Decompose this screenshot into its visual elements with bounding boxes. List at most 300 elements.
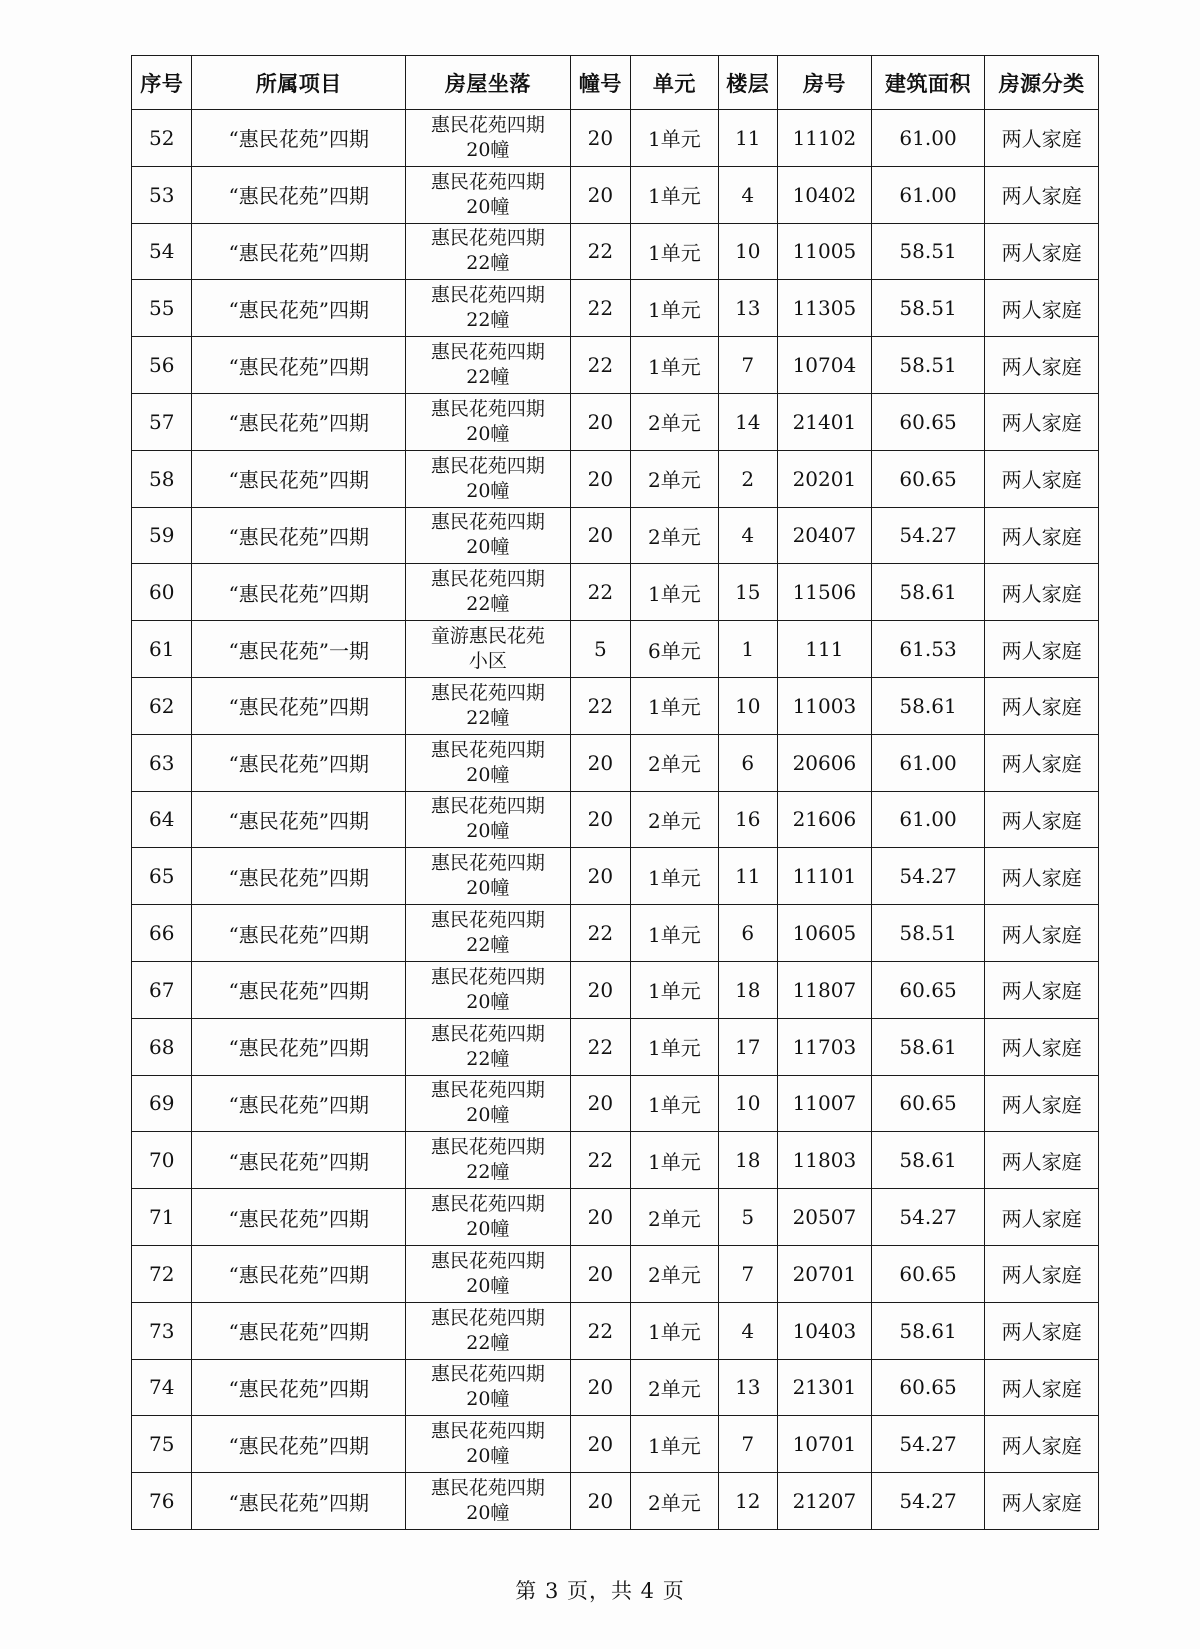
- cell-category: 两人家庭: [985, 677, 1099, 734]
- cell-location: [406, 393, 571, 450]
- header-area: 建筑面积: [871, 56, 985, 110]
- cell-seq: 55: [132, 280, 192, 337]
- table-header-row: [132, 56, 1099, 110]
- table-row: [132, 1245, 1099, 1302]
- cell-room: 21301: [777, 1359, 871, 1416]
- cell-category: 两人家庭: [985, 961, 1099, 1018]
- location-line: 惠民花苑四期: [430, 397, 545, 420]
- table-row: [132, 393, 1099, 450]
- cell-project: “惠民花苑”四期: [192, 734, 406, 791]
- cell-project: “惠民花苑”四期: [192, 1302, 406, 1359]
- cell-location: [406, 110, 571, 167]
- table-row: [132, 1302, 1099, 1359]
- cell-floor: 16: [718, 791, 777, 848]
- cell-seq: 53: [132, 166, 192, 223]
- location-line: 惠民花苑四期: [430, 965, 545, 988]
- cell-building: 20: [570, 450, 630, 507]
- table-row: [132, 1018, 1099, 1075]
- cell-unit: 1单元: [631, 677, 719, 734]
- cell-area: 58.51: [871, 280, 985, 337]
- location-line: 惠民花苑四期: [430, 284, 545, 307]
- cell-room: 11007: [777, 1075, 871, 1132]
- table-row: [132, 1473, 1099, 1530]
- location-line: 小区: [468, 650, 507, 673]
- cell-location: [406, 1473, 571, 1530]
- cell-category: 两人家庭: [985, 1132, 1099, 1189]
- header-unit: 单元: [631, 56, 719, 110]
- cell-project: “惠民花苑”四期: [192, 110, 406, 167]
- cell-floor: 6: [718, 734, 777, 791]
- cell-category: 两人家庭: [985, 450, 1099, 507]
- location-line: 20幢: [466, 820, 510, 843]
- cell-category: 两人家庭: [985, 1416, 1099, 1473]
- cell-building: 22: [570, 905, 630, 962]
- cell-room: 11102: [777, 110, 871, 167]
- location-line: 惠民花苑四期: [430, 1306, 545, 1329]
- cell-project: “惠民花苑”四期: [192, 223, 406, 280]
- housing-allocation-table: [131, 55, 1099, 1530]
- cell-room: 11703: [777, 1018, 871, 1075]
- cell-building: 20: [570, 110, 630, 167]
- location-line: 20幢: [466, 1445, 510, 1468]
- cell-location: [406, 564, 571, 621]
- cell-unit: 6单元: [631, 621, 719, 678]
- cell-area: 60.65: [871, 1359, 985, 1416]
- cell-floor: 5: [718, 1189, 777, 1246]
- location-line: 惠民花苑四期: [430, 227, 545, 250]
- location-line: 20幢: [466, 1104, 510, 1127]
- cell-seq: 65: [132, 848, 192, 905]
- cell-category: 两人家庭: [985, 1302, 1099, 1359]
- header-location: 房屋坐落: [406, 56, 571, 110]
- table-row: [132, 1359, 1099, 1416]
- cell-room: 10701: [777, 1416, 871, 1473]
- location-line: 20幢: [466, 990, 510, 1013]
- cell-building: 20: [570, 166, 630, 223]
- cell-project: “惠民花苑”四期: [192, 1075, 406, 1132]
- cell-project: “惠民花苑”四期: [192, 1359, 406, 1416]
- location-line: 22幢: [466, 309, 510, 332]
- location-line: 惠民花苑四期: [430, 681, 545, 704]
- cell-unit: 1单元: [631, 1018, 719, 1075]
- cell-building: 20: [570, 1416, 630, 1473]
- cell-project: “惠民花苑”四期: [192, 393, 406, 450]
- cell-floor: 4: [718, 166, 777, 223]
- cell-unit: 2单元: [631, 507, 719, 564]
- cell-seq: 58: [132, 450, 192, 507]
- cell-building: 22: [570, 1018, 630, 1075]
- table-row: [132, 621, 1099, 678]
- cell-seq: 70: [132, 1132, 192, 1189]
- table-row: [132, 791, 1099, 848]
- cell-room: 20606: [777, 734, 871, 791]
- cell-room: 11305: [777, 280, 871, 337]
- cell-room: 111: [777, 621, 871, 678]
- cell-seq: 59: [132, 507, 192, 564]
- cell-building: 20: [570, 1359, 630, 1416]
- cell-floor: 12: [718, 1473, 777, 1530]
- cell-project: “惠民花苑”四期: [192, 1245, 406, 1302]
- cell-seq: 54: [132, 223, 192, 280]
- location-line: 惠民花苑四期: [430, 170, 545, 193]
- cell-building: 20: [570, 1473, 630, 1530]
- cell-room: 11005: [777, 223, 871, 280]
- cell-unit: 2单元: [631, 1359, 719, 1416]
- cell-location: [406, 791, 571, 848]
- cell-project: “惠民花苑”四期: [192, 677, 406, 734]
- cell-area: 60.65: [871, 1245, 985, 1302]
- cell-floor: 15: [718, 564, 777, 621]
- cell-unit: 1单元: [631, 166, 719, 223]
- cell-category: 两人家庭: [985, 1189, 1099, 1246]
- cell-floor: 7: [718, 1416, 777, 1473]
- cell-category: 两人家庭: [985, 507, 1099, 564]
- cell-building: 20: [570, 507, 630, 564]
- cell-floor: 13: [718, 1359, 777, 1416]
- cell-location: [406, 337, 571, 394]
- cell-area: 61.00: [871, 110, 985, 167]
- cell-building: 22: [570, 564, 630, 621]
- cell-building: 22: [570, 337, 630, 394]
- cell-location: [406, 1416, 571, 1473]
- cell-unit: 1单元: [631, 1075, 719, 1132]
- cell-area: 60.65: [871, 1075, 985, 1132]
- cell-location: [406, 848, 571, 905]
- location-line: 20幢: [466, 1274, 510, 1297]
- cell-category: 两人家庭: [985, 564, 1099, 621]
- page-footer: 第 3 页，共 4 页: [515, 1579, 685, 1603]
- cell-area: 60.65: [871, 450, 985, 507]
- cell-floor: 1: [718, 621, 777, 678]
- table-row: [132, 734, 1099, 791]
- table-row: [132, 1132, 1099, 1189]
- location-line: 惠民花苑四期: [430, 1420, 545, 1443]
- cell-category: 两人家庭: [985, 1473, 1099, 1530]
- location-line: 惠民花苑四期: [430, 1136, 545, 1159]
- cell-seq: 56: [132, 337, 192, 394]
- cell-area: 61.53: [871, 621, 985, 678]
- cell-floor: 13: [718, 280, 777, 337]
- cell-unit: 1单元: [631, 1132, 719, 1189]
- cell-area: 58.61: [871, 564, 985, 621]
- location-line: 惠民花苑四期: [430, 1363, 545, 1386]
- cell-building: 20: [570, 1189, 630, 1246]
- cell-building: 22: [570, 1132, 630, 1189]
- cell-category: 两人家庭: [985, 280, 1099, 337]
- location-line: 惠民花苑四期: [430, 1249, 545, 1272]
- cell-room: 10704: [777, 337, 871, 394]
- cell-unit: 2单元: [631, 1473, 719, 1530]
- table-row: [132, 280, 1099, 337]
- cell-unit: 1单元: [631, 1302, 719, 1359]
- cell-project: “惠民花苑”四期: [192, 791, 406, 848]
- cell-unit: 1单元: [631, 961, 719, 1018]
- location-line: 22幢: [466, 593, 510, 616]
- cell-unit: 1单元: [631, 280, 719, 337]
- cell-location: [406, 166, 571, 223]
- cell-unit: 2单元: [631, 450, 719, 507]
- table-row: [132, 337, 1099, 394]
- cell-unit: 2单元: [631, 734, 719, 791]
- cell-room: 21606: [777, 791, 871, 848]
- cell-room: 20201: [777, 450, 871, 507]
- table-row: [132, 507, 1099, 564]
- cell-unit: 1单元: [631, 848, 719, 905]
- cell-project: “惠民花苑”四期: [192, 1132, 406, 1189]
- cell-area: 61.00: [871, 166, 985, 223]
- cell-floor: 11: [718, 110, 777, 167]
- location-line: 惠民花苑四期: [430, 1022, 545, 1045]
- location-line: 20幢: [466, 1218, 510, 1241]
- table-row: [132, 677, 1099, 734]
- cell-seq: 68: [132, 1018, 192, 1075]
- location-line: 惠民花苑四期: [430, 852, 545, 875]
- header-floor: 楼层: [718, 56, 777, 110]
- location-line: 童游惠民花苑: [430, 625, 545, 648]
- location-line: 20幢: [466, 422, 510, 445]
- cell-project: “惠民花苑”四期: [192, 1473, 406, 1530]
- cell-area: 61.00: [871, 734, 985, 791]
- cell-floor: 7: [718, 337, 777, 394]
- cell-seq: 76: [132, 1473, 192, 1530]
- location-line: 20幢: [466, 479, 510, 502]
- location-line: 20幢: [466, 763, 510, 786]
- cell-room: 10402: [777, 166, 871, 223]
- cell-room: 11803: [777, 1132, 871, 1189]
- cell-seq: 71: [132, 1189, 192, 1246]
- cell-project: “惠民花苑”四期: [192, 166, 406, 223]
- cell-unit: 2单元: [631, 1189, 719, 1246]
- cell-project: “惠民花苑”四期: [192, 507, 406, 564]
- header-building: 幢号: [570, 56, 630, 110]
- cell-area: 61.00: [871, 791, 985, 848]
- table-row: [132, 1416, 1099, 1473]
- location-line: 22幢: [466, 706, 510, 729]
- location-line: 22幢: [466, 1331, 510, 1354]
- location-line: 22幢: [466, 1047, 510, 1070]
- cell-unit: 1单元: [631, 337, 719, 394]
- location-line: 惠民花苑四期: [430, 795, 545, 818]
- cell-area: 54.27: [871, 1473, 985, 1530]
- table-row: [132, 223, 1099, 280]
- header-room: 房号: [777, 56, 871, 110]
- cell-floor: 2: [718, 450, 777, 507]
- table-row: [132, 905, 1099, 962]
- cell-location: [406, 734, 571, 791]
- location-line: 20幢: [466, 195, 510, 218]
- cell-floor: 7: [718, 1245, 777, 1302]
- table-row: [132, 564, 1099, 621]
- cell-project: “惠民花苑”四期: [192, 905, 406, 962]
- cell-project: “惠民花苑”四期: [192, 961, 406, 1018]
- cell-project: “惠民花苑”四期: [192, 1416, 406, 1473]
- cell-room: 20701: [777, 1245, 871, 1302]
- table-row: [132, 450, 1099, 507]
- cell-seq: 62: [132, 677, 192, 734]
- cell-area: 60.65: [871, 961, 985, 1018]
- cell-category: 两人家庭: [985, 223, 1099, 280]
- cell-location: [406, 961, 571, 1018]
- cell-location: [406, 507, 571, 564]
- location-line: 惠民花苑四期: [430, 1477, 545, 1500]
- cell-floor: 10: [718, 1075, 777, 1132]
- cell-project: “惠民花苑”四期: [192, 337, 406, 394]
- location-line: 20幢: [466, 877, 510, 900]
- cell-project: “惠民花苑”四期: [192, 1189, 406, 1246]
- cell-seq: 75: [132, 1416, 192, 1473]
- cell-category: 两人家庭: [985, 621, 1099, 678]
- cell-building: 20: [570, 1075, 630, 1132]
- cell-floor: 4: [718, 1302, 777, 1359]
- header-category: 房源分类: [985, 56, 1099, 110]
- cell-category: 两人家庭: [985, 393, 1099, 450]
- location-line: 20幢: [466, 1502, 510, 1525]
- cell-unit: 1单元: [631, 905, 719, 962]
- cell-location: [406, 621, 571, 678]
- location-line: 20幢: [466, 1388, 510, 1411]
- cell-location: [406, 280, 571, 337]
- cell-building: 22: [570, 223, 630, 280]
- cell-area: 58.61: [871, 1018, 985, 1075]
- cell-location: [406, 677, 571, 734]
- cell-building: 20: [570, 734, 630, 791]
- table-row: [132, 848, 1099, 905]
- table-row: [132, 110, 1099, 167]
- cell-location: [406, 1302, 571, 1359]
- cell-room: 20507: [777, 1189, 871, 1246]
- cell-unit: 1单元: [631, 223, 719, 280]
- location-line: 22幢: [466, 252, 510, 275]
- cell-floor: 10: [718, 223, 777, 280]
- location-line: 惠民花苑四期: [430, 1193, 545, 1216]
- cell-room: 11506: [777, 564, 871, 621]
- cell-project: “惠民花苑”四期: [192, 848, 406, 905]
- cell-building: 20: [570, 791, 630, 848]
- cell-building: 20: [570, 393, 630, 450]
- cell-floor: 11: [718, 848, 777, 905]
- location-line: 惠民花苑四期: [430, 113, 545, 136]
- cell-location: [406, 223, 571, 280]
- cell-room: 11807: [777, 961, 871, 1018]
- cell-project: “惠民花苑”四期: [192, 1018, 406, 1075]
- location-line: 惠民花苑四期: [430, 568, 545, 591]
- cell-floor: 14: [718, 393, 777, 450]
- cell-location: [406, 1132, 571, 1189]
- cell-seq: 60: [132, 564, 192, 621]
- cell-seq: 52: [132, 110, 192, 167]
- location-line: 惠民花苑四期: [430, 738, 545, 761]
- location-line: 22幢: [466, 366, 510, 389]
- cell-category: 两人家庭: [985, 1075, 1099, 1132]
- cell-category: 两人家庭: [985, 337, 1099, 394]
- cell-area: 54.27: [871, 1189, 985, 1246]
- cell-location: [406, 1359, 571, 1416]
- cell-area: 58.61: [871, 677, 985, 734]
- cell-unit: 2单元: [631, 1245, 719, 1302]
- cell-location: [406, 1245, 571, 1302]
- cell-room: 11003: [777, 677, 871, 734]
- location-line: 20幢: [466, 138, 510, 161]
- cell-unit: 1单元: [631, 1416, 719, 1473]
- cell-building: 20: [570, 1245, 630, 1302]
- header-seq: 序号: [132, 56, 192, 110]
- table-row: [132, 1075, 1099, 1132]
- cell-project: “惠民花苑”四期: [192, 450, 406, 507]
- cell-building: 22: [570, 677, 630, 734]
- cell-area: 58.51: [871, 223, 985, 280]
- cell-seq: 72: [132, 1245, 192, 1302]
- cell-location: [406, 1018, 571, 1075]
- cell-building: 20: [570, 961, 630, 1018]
- cell-seq: 69: [132, 1075, 192, 1132]
- cell-unit: 2单元: [631, 393, 719, 450]
- cell-category: 两人家庭: [985, 110, 1099, 167]
- cell-seq: 57: [132, 393, 192, 450]
- cell-floor: 17: [718, 1018, 777, 1075]
- cell-building: 22: [570, 1302, 630, 1359]
- cell-room: 20407: [777, 507, 871, 564]
- cell-floor: 18: [718, 961, 777, 1018]
- cell-location: [406, 905, 571, 962]
- cell-category: 两人家庭: [985, 734, 1099, 791]
- location-line: 22幢: [466, 934, 510, 957]
- cell-room: 10403: [777, 1302, 871, 1359]
- cell-category: 两人家庭: [985, 905, 1099, 962]
- cell-project: “惠民花苑”四期: [192, 564, 406, 621]
- location-line: 惠民花苑四期: [430, 511, 545, 534]
- location-line: 惠民花苑四期: [430, 341, 545, 364]
- cell-building: 22: [570, 280, 630, 337]
- cell-seq: 64: [132, 791, 192, 848]
- location-line: 惠民花苑四期: [430, 454, 545, 477]
- cell-room: 21207: [777, 1473, 871, 1530]
- table-row: [132, 961, 1099, 1018]
- cell-area: 54.27: [871, 1416, 985, 1473]
- cell-building: 5: [570, 621, 630, 678]
- header-project: 所属项目: [192, 56, 406, 110]
- cell-building: 20: [570, 848, 630, 905]
- cell-seq: 67: [132, 961, 192, 1018]
- cell-room: 10605: [777, 905, 871, 962]
- cell-seq: 63: [132, 734, 192, 791]
- cell-seq: 74: [132, 1359, 192, 1416]
- cell-project: “惠民花苑”一期: [192, 621, 406, 678]
- cell-category: 两人家庭: [985, 1018, 1099, 1075]
- cell-floor: 4: [718, 507, 777, 564]
- location-line: 22幢: [466, 1161, 510, 1184]
- cell-area: 58.51: [871, 905, 985, 962]
- cell-seq: 73: [132, 1302, 192, 1359]
- cell-area: 58.61: [871, 1132, 985, 1189]
- cell-area: 54.27: [871, 848, 985, 905]
- cell-floor: 6: [718, 905, 777, 962]
- cell-seq: 61: [132, 621, 192, 678]
- location-line: 惠民花苑四期: [430, 1079, 545, 1102]
- cell-location: [406, 450, 571, 507]
- cell-unit: 2单元: [631, 791, 719, 848]
- cell-location: [406, 1189, 571, 1246]
- cell-area: 58.51: [871, 337, 985, 394]
- cell-category: 两人家庭: [985, 848, 1099, 905]
- cell-floor: 10: [718, 677, 777, 734]
- cell-area: 60.65: [871, 393, 985, 450]
- table-row: [132, 1189, 1099, 1246]
- cell-category: 两人家庭: [985, 1359, 1099, 1416]
- cell-area: 54.27: [871, 507, 985, 564]
- cell-project: “惠民花苑”四期: [192, 280, 406, 337]
- cell-unit: 1单元: [631, 564, 719, 621]
- location-line: 20幢: [466, 536, 510, 559]
